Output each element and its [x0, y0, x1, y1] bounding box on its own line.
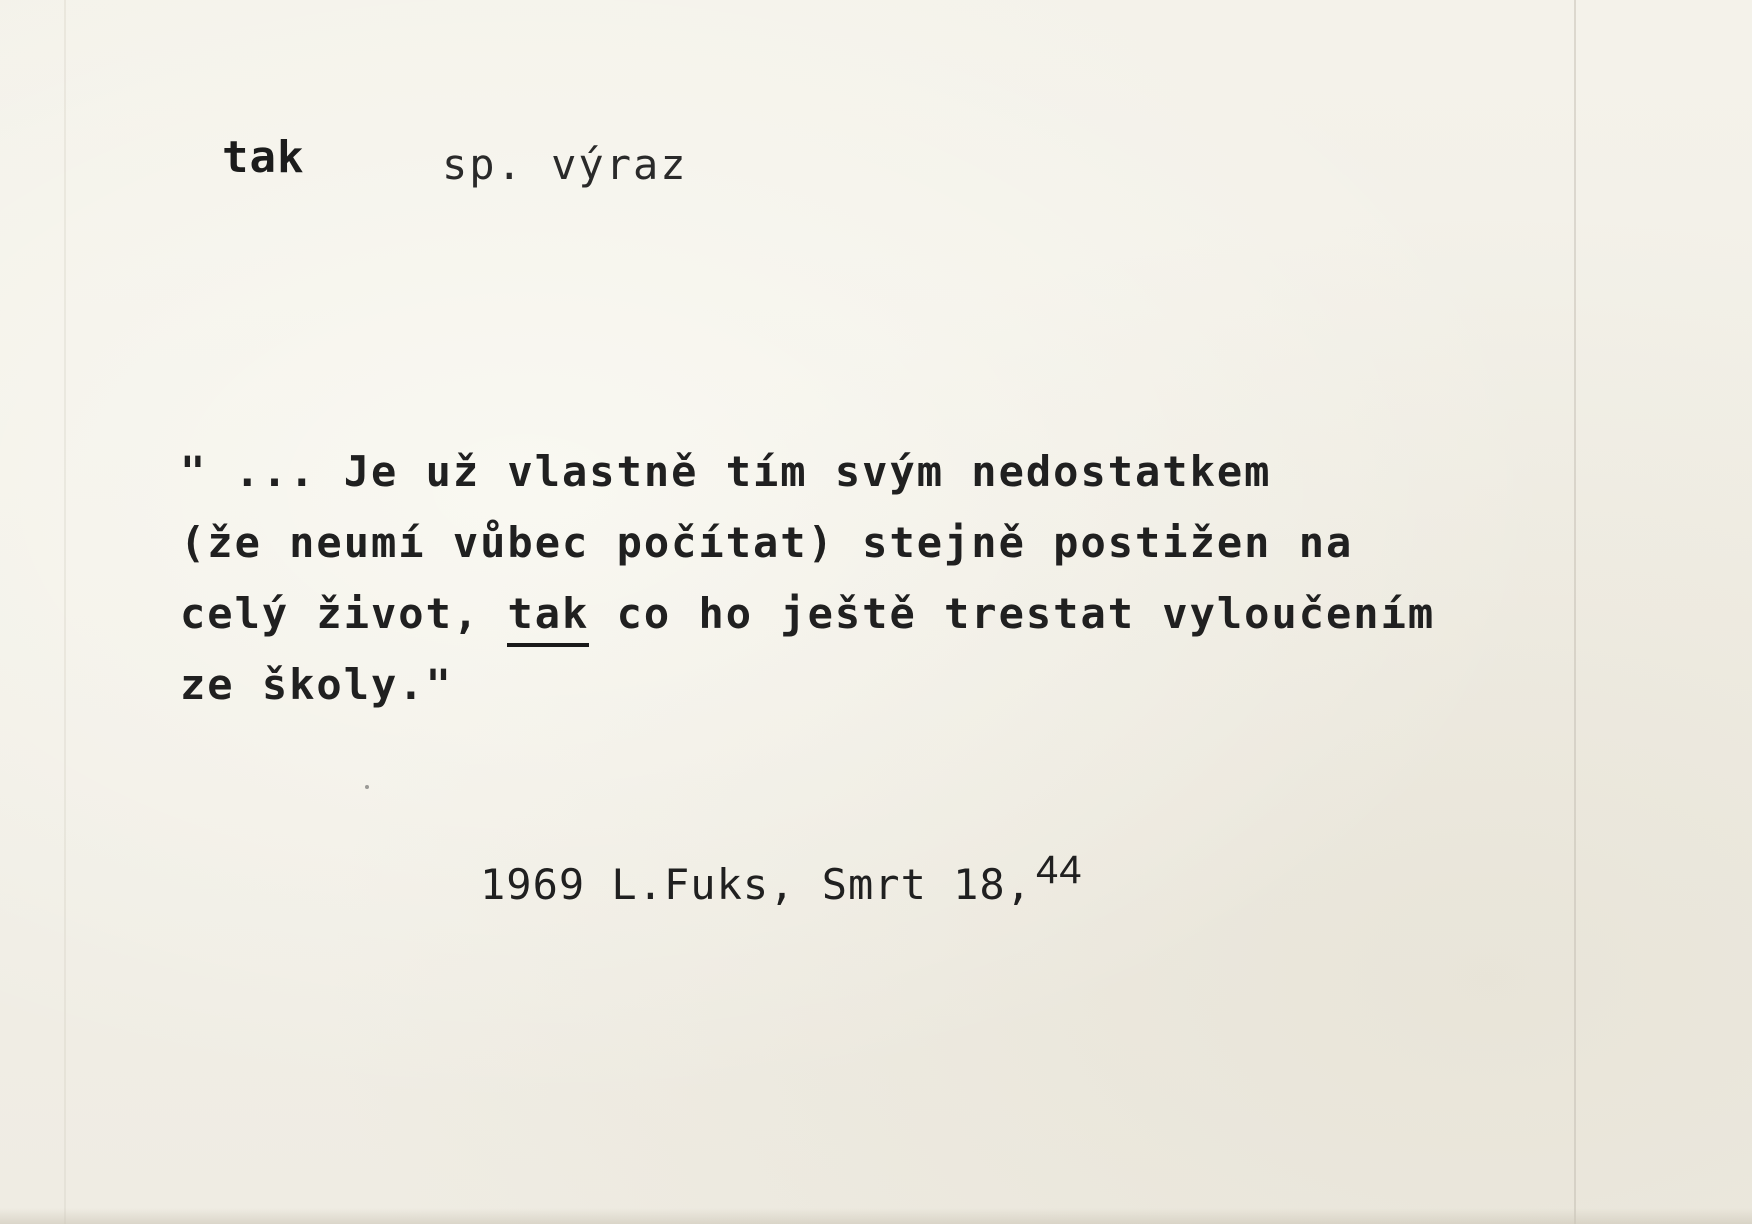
quote-line-2: (že neumí vůbec počítat) stejně postižen na	[180, 518, 1354, 567]
quote-line-1: " ... Je už vlastně tím svým nedostatkem	[180, 447, 1272, 496]
paper-speck	[365, 785, 369, 789]
word-category: sp. výraz	[442, 140, 688, 189]
card-left-fold	[64, 0, 66, 1224]
headword: tak	[222, 132, 305, 183]
source-citation	[480, 848, 1083, 909]
quote-line-3-after: co ho ještě trestat vyloučením	[589, 589, 1436, 638]
quote-line-4: ze školy."	[180, 660, 453, 709]
example-quote	[180, 436, 1435, 720]
underlined-keyword: tak	[507, 585, 589, 647]
quote-line-3	[180, 578, 1435, 649]
card-right-fold	[1574, 0, 1576, 1224]
citation-superscript: 44	[1036, 848, 1083, 892]
quote-line-3-before: celý život,	[180, 589, 508, 638]
citation-text: 1969 L.Fuks, Smrt 18,	[480, 860, 1033, 909]
card-bottom-edge	[0, 1208, 1752, 1224]
